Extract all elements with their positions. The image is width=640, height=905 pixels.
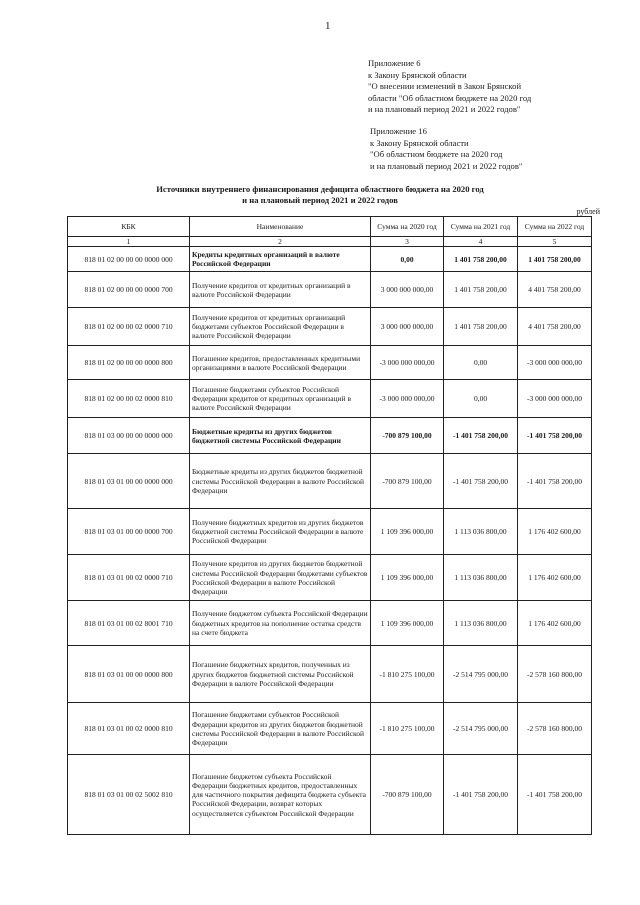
name-cell: Погашение кредитов, предоставленных кредитными организациями в валюте Российской Федерации	[190, 346, 371, 380]
sum-2022-cell: -2 578 160 800,00	[518, 703, 592, 755]
appendix-6-block	[368, 58, 531, 116]
index-cell: 5	[518, 237, 592, 247]
kbk-cell: 818 01 02 00 00 00 0000 800	[68, 346, 190, 380]
page-number: 1	[325, 20, 331, 32]
sum-2020-cell: -1 810 275 100,00	[371, 646, 444, 703]
table-row	[68, 703, 592, 755]
appendix-16-line: "Об областном бюджете на 2020 год	[370, 149, 503, 160]
sum-2020-cell: 0,00	[371, 247, 444, 272]
sum-2020-cell: -3 000 000 000,00	[371, 346, 444, 380]
kbk-cell: 818 01 03 01 00 02 8001 710	[68, 601, 190, 646]
table-index-row	[68, 237, 592, 247]
table-body	[68, 247, 592, 835]
appendix-6-line: к Закону Брянской области	[368, 69, 467, 80]
sum-2021-cell: 1 401 758 200,00	[444, 308, 518, 346]
name-cell: Бюджетные кредиты из других бюджетов бюджетной системы Российской Федерации	[190, 418, 371, 454]
appendix-16-block	[370, 126, 522, 172]
table-row	[68, 454, 592, 509]
sum-2022-cell: 1 176 402 600,00	[518, 601, 592, 646]
table-row	[68, 601, 592, 646]
appendix-16-line: и на плановый период 2021 и 2022 годов"	[370, 160, 523, 171]
currency-unit: рублей	[576, 207, 600, 216]
header-sum-2021: Сумма на 2021 год	[444, 217, 518, 237]
table-row	[68, 247, 592, 272]
kbk-cell: 818 01 03 01 00 02 0000 710	[68, 555, 190, 601]
table-row	[68, 380, 592, 418]
sum-2020-cell: -700 879 100,00	[371, 755, 444, 835]
appendix-6-line: "О внесении изменений в Закон Брянской	[368, 81, 522, 92]
sum-2020-cell: 3 000 000 000,00	[371, 272, 444, 308]
kbk-cell: 818 01 03 01 00 00 0000 800	[68, 646, 190, 703]
appendix-6-line: области "Об областном бюджете на 2020 год	[368, 92, 532, 103]
kbk-cell: 818 01 03 01 00 00 0000 000	[68, 454, 190, 509]
sum-2021-cell: -2 514 795 000,00	[444, 703, 518, 755]
sum-2021-cell: -1 401 758 200,00	[444, 755, 518, 835]
table-row	[68, 755, 592, 835]
name-cell: Получение кредитов от кредитных организаций бюджетами субъектов Российской Федерации в валюте Российской Федерации	[190, 308, 371, 346]
sum-2022-cell: -3 000 000 000,00	[518, 380, 592, 418]
kbk-cell: 818 01 02 00 00 02 0000 710	[68, 308, 190, 346]
sum-2022-cell: 1 176 402 600,00	[518, 509, 592, 555]
appendix-6-line: Приложение 6	[368, 58, 421, 68]
table-row	[68, 509, 592, 555]
index-cell: 2	[190, 237, 371, 247]
sum-2022-cell: 4 401 758 200,00	[518, 272, 592, 308]
sum-2022-cell: -1 401 758 200,00	[518, 418, 592, 454]
name-cell: Погашение бюджетом субъекта Российской Федерации бюджетных кредитов, предоставленных для частичного покрытия дефицита бюджета субъекта Российской Федерации, возврат которых осуществляется субъектом Российской Федерации	[190, 755, 371, 835]
header-sum-2020: Сумма на 2020 год	[371, 217, 444, 237]
sum-2020-cell: 1 109 396 000,00	[371, 601, 444, 646]
sum-2021-cell: 1 401 758 200,00	[444, 272, 518, 308]
table-row	[68, 646, 592, 703]
financing-sources-table	[67, 216, 592, 835]
appendix-16-line: Приложение 16	[370, 126, 427, 136]
sum-2020-cell: 3 000 000 000,00	[371, 308, 444, 346]
name-cell: Погашение бюджетами субъектов Российской Федерации кредитов из других бюджетов бюджетной системы Российской Федерации в валюте Российской Федерации	[190, 703, 371, 755]
header-sum-2022: Сумма на 2022 год	[518, 217, 592, 237]
table-row	[68, 346, 592, 380]
index-cell: 1	[68, 237, 190, 247]
name-cell: Получение кредитов из других бюджетов бюджетной системы Российской Федерации бюджетами субъектов Российской Федерации в валюте Российской Федерации	[190, 555, 371, 601]
name-cell: Погашение бюджетами субъектов Российской Федерации кредитов от кредитных организаций в валюте Российской Федерации	[190, 380, 371, 418]
sum-2020-cell: -1 810 275 100,00	[371, 703, 444, 755]
sum-2021-cell: 0,00	[444, 380, 518, 418]
table-header-row	[68, 217, 592, 237]
sum-2022-cell: -1 401 758 200,00	[518, 454, 592, 509]
document-subtitle: и на плановый период 2021 и 2022 годов	[242, 195, 398, 205]
kbk-cell: 818 01 02 00 00 00 0000 000	[68, 247, 190, 272]
sum-2022-cell: 1 176 402 600,00	[518, 555, 592, 601]
kbk-cell: 818 01 03 01 00 02 5002 810	[68, 755, 190, 835]
sum-2022-cell: -1 401 758 200,00	[518, 755, 592, 835]
sum-2022-cell: 1 401 758 200,00	[518, 247, 592, 272]
name-cell: Бюджетные кредиты из других бюджетов бюджетной системы Российской Федерации в валюте Российской Федерации	[190, 454, 371, 509]
document-title: Источники внутреннего финансирования дефицита областного бюджета на 2020 год	[156, 184, 484, 194]
table-row	[68, 555, 592, 601]
sum-2021-cell: 1 113 036 800,00	[444, 509, 518, 555]
index-cell: 4	[444, 237, 518, 247]
sum-2021-cell: -1 401 758 200,00	[444, 454, 518, 509]
index-cell: 3	[371, 237, 444, 247]
table-row	[68, 272, 592, 308]
name-cell: Получение бюджетом субъекта Российской Федерации бюджетных кредитов на пополнение остатка средств на счете бюджета	[190, 601, 371, 646]
sum-2021-cell: 1 401 758 200,00	[444, 247, 518, 272]
kbk-cell: 818 01 03 00 00 00 0000 000	[68, 418, 190, 454]
sum-2021-cell: -2 514 795 000,00	[444, 646, 518, 703]
header-name: Наименование	[190, 217, 371, 237]
kbk-cell: 818 01 02 00 00 00 0000 700	[68, 272, 190, 308]
kbk-cell: 818 01 02 00 00 02 0000 810	[68, 380, 190, 418]
sum-2020-cell: -3 000 000 000,00	[371, 380, 444, 418]
name-cell: Кредиты кредитных организаций в валюте Российской Федерации	[190, 247, 371, 272]
sum-2021-cell: 1 113 036 800,00	[444, 601, 518, 646]
name-cell: Погашение бюджетных кредитов, полученных из других бюджетов бюджетной системы Российской Федерации в валюте Российской Федерации	[190, 646, 371, 703]
sum-2020-cell: -700 879 100,00	[371, 418, 444, 454]
name-cell: Получение бюджетных кредитов из других бюджетов бюджетной системы Российской Федерации в валюте Российской Федерации	[190, 509, 371, 555]
sum-2022-cell: -2 578 160 800,00	[518, 646, 592, 703]
sum-2021-cell: 0,00	[444, 346, 518, 380]
sum-2022-cell: 4 401 758 200,00	[518, 308, 592, 346]
sum-2021-cell: -1 401 758 200,00	[444, 418, 518, 454]
name-cell: Получение кредитов от кредитных организаций в валюте Российской Федерации	[190, 272, 371, 308]
kbk-cell: 818 01 03 01 00 00 0000 700	[68, 509, 190, 555]
table-row	[68, 308, 592, 346]
header-kbk: КБК	[68, 217, 190, 237]
sum-2022-cell: -3 000 000 000,00	[518, 346, 592, 380]
appendix-6-line: и на плановый период 2021 и 2022 годов"	[368, 104, 521, 115]
sum-2020-cell: -700 879 100,00	[371, 454, 444, 509]
table-row	[68, 418, 592, 454]
sum-2021-cell: 1 113 036 800,00	[444, 555, 518, 601]
sum-2020-cell: 1 109 396 000,00	[371, 555, 444, 601]
appendix-16-line: к Закону Брянской области	[370, 137, 469, 148]
sum-2020-cell: 1 109 396 000,00	[371, 509, 444, 555]
kbk-cell: 818 01 03 01 00 02 0000 810	[68, 703, 190, 755]
